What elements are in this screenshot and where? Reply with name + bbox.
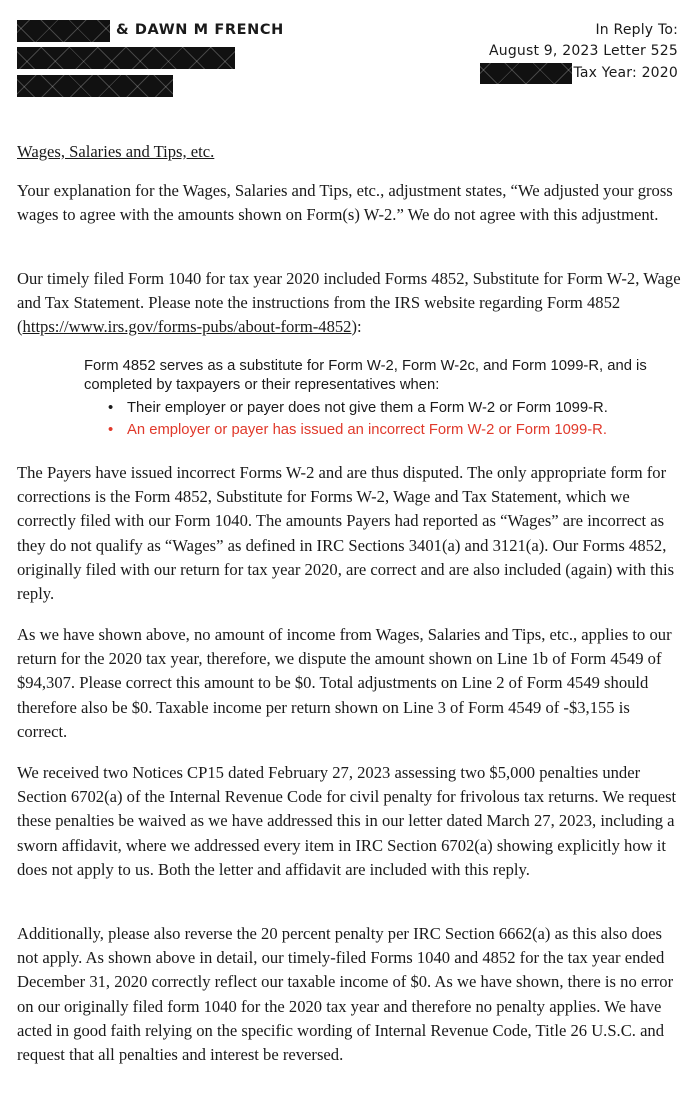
redacted-address-line-2 [17, 75, 173, 97]
paragraph-5: We received two Notices CP15 dated February 27, 2023 assessing two $5,000 penalties under Section 6702(a) of the Internal Revenue Code for civil penalty for frivolous tax returns. We request these penalties be waived as we have addressed this in our letter dated March 27, 2023, including a sworn affidavit, where we addressed every item in IRC Section 6702(a) showing explicitly how it does not apply to us. Both the letter and affidavit are included with this reply. [17, 763, 677, 879]
tax-year: Tax Year: 2020 [573, 65, 678, 81]
paragraph-1: Your explanation for the Wages, Salaries and Tips, etc., adjustment states, “We adjusted your gross wages to agree with the amounts shown on Form(s) W-2.” We do not agree with this adjustment. [17, 181, 673, 225]
paragraph-4: As we have shown above, no amount of income from Wages, Salaries and Tips, etc., applies to our return for the 2020 tax year, therefore, we dispute the amount shown on Line 1b of Form 4549 of $94,307. Please correct this amount to be $0. Total adjustments on Line 2 of Form 4549 should therefore also be $0. Taxable income per return shown on Line 3 of Form 4549 of -$3,155 is correct. [17, 625, 672, 741]
paragraph-3: The Payers have issued incorrect Forms W-2 and are thus disputed. The only appropriate form for corrections is the Form 4852, Substitute for Forms W-2, Wage and Tax Statement, which we correctly filed with our Form 1040. The amounts Payers had reported as “Wages” are incorrect as they do not qualify as “Wages” as defined in IRC Sections 3401(a) and 3121(a). Our Forms 4852, originally filed with our return for tax year 2020, are correct and are also included (again) with this reply. [17, 463, 675, 604]
bullet-icon: • [108, 422, 114, 438]
redacted-name [17, 20, 110, 42]
form-4852-quote [84, 357, 684, 440]
letter-date: August 9, 2023 Letter 525 [488, 43, 678, 59]
redacted-address-line-1 [17, 47, 235, 69]
paragraph-2 [17, 267, 681, 340]
taxpayer-name: & DAWN M FRENCH [116, 22, 284, 38]
paragraph-6: Additionally, please also reverse the 20 percent penalty per IRC Section 6662(a) as this also does not apply. As shown above in detail, our timely-filed Forms 1040 and 4852 for the tax year ended December 31, 2020 correctly reflect our taxable income of $0. As we have shown, there is no error on our originally filed form 1040 for the 2020 tax year and therefore no penalty applies. We have acted in good faith relying on the specific wording of Internal Revenue Code, Title 26 U.S.C. and request that all penalties and interest be reversed. [17, 924, 674, 1065]
paragraph-2-end: ): [351, 317, 362, 337]
reply-label: In Reply To: [595, 22, 678, 38]
section-heading: Wages, Salaries and Tips, etc. [17, 142, 215, 161]
quote-bullet-text: An employer or payer has issued an incorrect Form W-2 or Form 1099-R. [127, 422, 607, 438]
irs-link[interactable]: https://www.irs.gov/forms-pubs/about-form-4852 [22, 317, 352, 337]
quote-bullet-highlighted [108, 421, 684, 440]
quote-intro: Form 4852 serves as a substitute for Form W-2, Form W-2c, and Form 1099-R, and is completed by taxpayers or their representatives when: [84, 358, 647, 393]
redacted-reference-id [480, 63, 572, 84]
bullet-icon: • [108, 400, 114, 416]
quote-bullet [108, 399, 684, 418]
quote-bullet-text: Their employer or payer does not give them a Form W-2 or Form 1099-R. [127, 400, 608, 416]
paragraph-2-text: Our timely filed Form 1040 for tax year 2020 included Forms 4852, Substitute for Form W-2, Wage and Tax Statement. Please note the instructions from the IRS website regarding Form 4852 ( [17, 269, 681, 337]
